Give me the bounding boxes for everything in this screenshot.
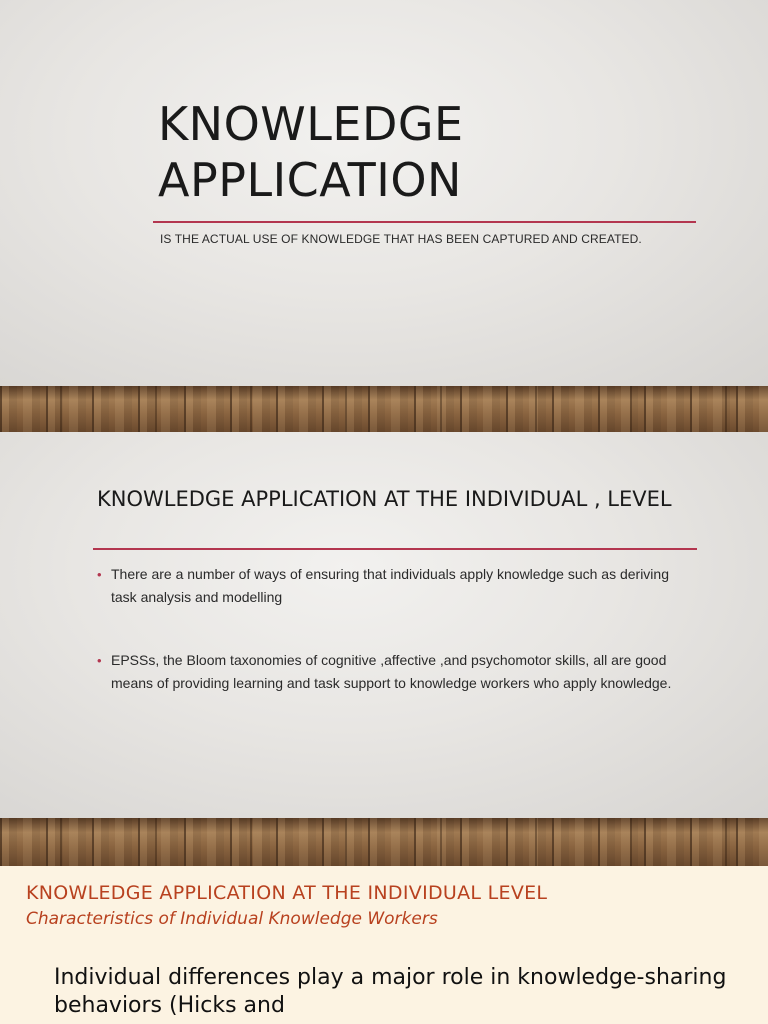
slide-1-title-line-2: APPLICATION [158,153,462,207]
slide-2-wood-floor [0,818,768,866]
list-item [97,563,697,609]
slide-3 [0,866,768,1024]
slide-3-body-text: Individual differences play a major role in knowledge-sharing behaviors (Hicks and [54,965,727,1018]
list-item [97,649,697,695]
slide-1-title [158,96,718,208]
slide-1-wood-floor [0,386,768,432]
bullet-text: There are a number of ways of ensuring that individuals apply knowledge such as deriving task analysis and modelling [111,566,669,605]
slide-3-title: KNOWLEDGE APPLICATION AT THE INDIVIDUAL LEVEL [26,882,548,904]
slide-2 [0,432,768,866]
slide-1-title-rule [153,221,696,223]
bullet-dot-icon: • [97,567,102,582]
bullet-text: EPSSs, the Bloom taxonomies of cognitive ,affective ,and psychomotor skills, all are good means of providing learning and task support to knowledge workers who apply knowledge. [111,652,672,691]
slide-1 [0,0,768,432]
slide-1-title-line-1: KNOWLEDGE [158,97,464,151]
slide-2-title-rule [93,548,697,550]
bullet-dot-icon: • [97,653,102,668]
slide-2-bullet-list [97,563,697,735]
slide-1-subtitle: IS THE ACTUAL USE OF KNOWLEDGE THAT HAS BEEN CAPTURED AND CREATED. [160,232,642,246]
slide-3-subtitle: Characteristics of Individual Knowledge Workers [26,909,438,929]
slide-2-title: KNOWLEDGE APPLICATION AT THE INDIVIDUAL , LEVEL [97,487,672,511]
